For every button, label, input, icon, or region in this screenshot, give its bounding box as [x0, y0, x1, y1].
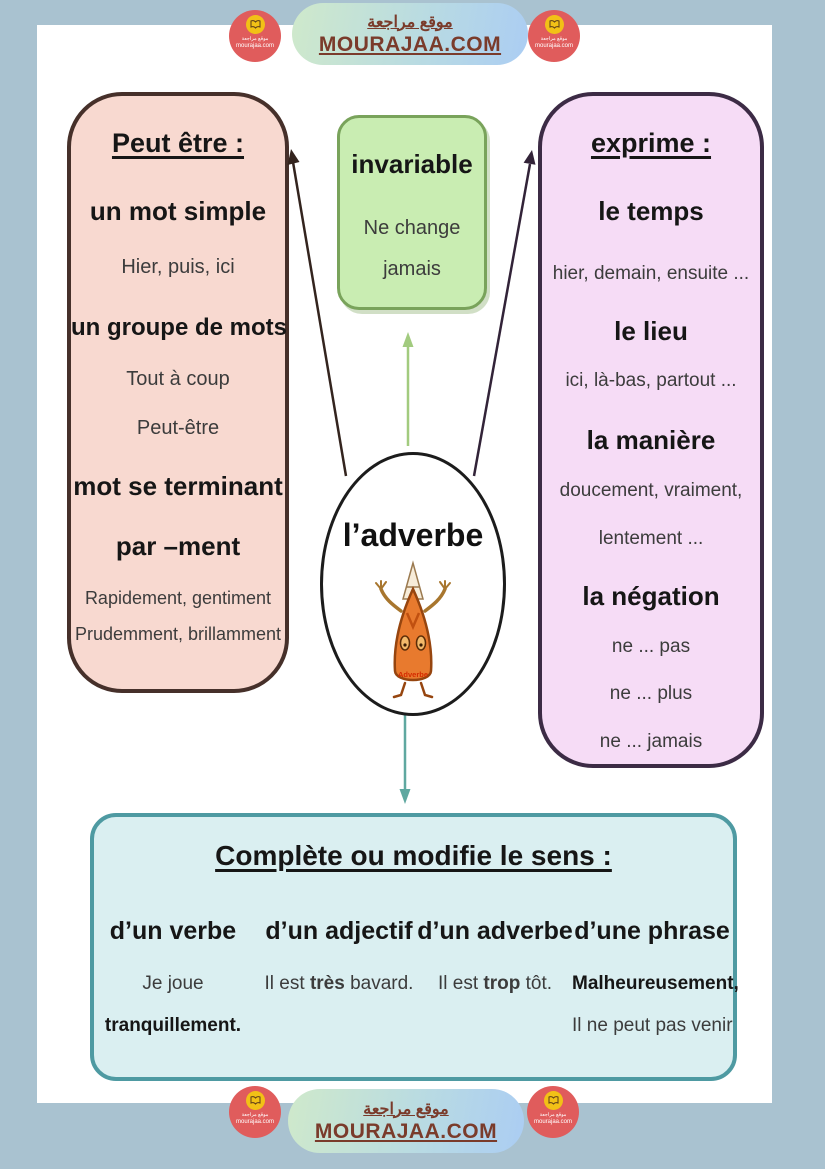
book-logo-icon: [545, 15, 564, 34]
badge-url-text: mourajaa.com: [533, 1118, 572, 1125]
header-site-name-arabic: موقع مراجعة: [367, 13, 453, 31]
column-adjectif: [254, 817, 424, 1077]
footer-site-name-arabic: موقع مراجعة: [363, 1100, 449, 1118]
column-verbe-example-line1: Je joue: [142, 973, 204, 994]
book-logo-icon: [544, 1091, 563, 1110]
column-adjectif-head: d’un adjectif: [265, 917, 413, 945]
exprime-example4c: ne ... jamais: [599, 731, 703, 752]
exprime-example3a: doucement, vraiment,: [559, 480, 743, 501]
column-adverbe-head: d’un adverbe: [417, 917, 573, 945]
column-phrase-head: d’une phrase: [574, 917, 730, 945]
column-verbe-head: d’un verbe: [109, 917, 237, 945]
book-logo-icon: [246, 1091, 265, 1110]
invariable-line2: jamais: [383, 258, 441, 280]
header-site-url-link[interactable]: MOURAJAA.COM: [318, 32, 502, 56]
mascot-label: Adverbe: [397, 670, 429, 679]
column-adverbe-example: Il est trop tôt.: [437, 973, 553, 994]
adverbe-node: [320, 452, 506, 716]
column-adverbe: [416, 817, 574, 1077]
invariable-line1: Ne change: [363, 217, 461, 239]
adverbe-mascot-icon: [371, 559, 455, 704]
peut-etre-item3-line1: mot se terminant: [73, 471, 283, 501]
peut-etre-example1: Hier, puis, ici: [121, 256, 235, 278]
badge-arabic-text: موقع مراجعة: [540, 36, 568, 42]
exprime-box: [538, 92, 764, 768]
complete-box: [90, 813, 737, 1081]
column-verbe-example-line2: tranquillement.: [104, 1015, 242, 1036]
column-adjectif-example: Il est très bavard.: [264, 973, 414, 994]
book-logo-icon: [246, 15, 265, 34]
peut-etre-item1: un mot simple: [89, 196, 267, 226]
badge-arabic-text: موقع مراجعة: [241, 36, 269, 42]
peut-etre-example2b: Peut-être: [136, 417, 220, 439]
exprime-example4b: ne ... plus: [609, 683, 693, 704]
badge-arabic-text: موقع مراجعة: [241, 1112, 269, 1118]
badge-url-text: mourajaa.com: [235, 1118, 274, 1125]
column-phrase: [572, 817, 739, 1077]
exprime-item3: la manière: [586, 425, 716, 455]
exprime-item4: la négation: [582, 581, 720, 611]
peut-etre-box: [67, 92, 289, 693]
column-verbe: [98, 817, 248, 1077]
exprime-title: exprime :: [590, 128, 712, 158]
peut-etre-example3b: Prudemment, brillamment: [74, 624, 282, 644]
peut-etre-example2a: Tout à coup: [126, 368, 230, 390]
peut-etre-item3-line2: par –ment: [115, 531, 241, 561]
invariable-box: [337, 115, 487, 310]
column-phrase-example-line1: Malheureusement,: [572, 973, 739, 994]
footer-site-url-link[interactable]: MOURAJAA.COM: [314, 1119, 498, 1143]
exprime-example4a: ne ... pas: [611, 636, 691, 657]
peut-etre-example3a: Rapidement, gentiment: [84, 588, 272, 608]
exprime-item1: le temps: [598, 196, 704, 226]
adverbe-title: l’adverbe: [342, 517, 484, 553]
footer-brand-pill: [288, 1089, 524, 1153]
header-brand-pill: [292, 3, 528, 65]
column-phrase-example-line2: Il ne peut pas venir: [572, 1015, 733, 1036]
exprime-example3b: lentement ...: [598, 528, 704, 549]
exprime-item2: le lieu: [614, 316, 688, 346]
header-right-logo-badge: [528, 10, 580, 62]
footer-right-logo-badge: [527, 1086, 579, 1138]
badge-url-text: mourajaa.com: [534, 42, 573, 49]
peut-etre-item2: un groupe de mots: [71, 314, 287, 341]
footer-left-logo-badge: [229, 1086, 281, 1138]
complete-title: Complète ou modifie le sens :: [215, 840, 612, 871]
exprime-example2: ici, là-bas, partout ...: [565, 370, 737, 391]
peut-etre-title: Peut être :: [111, 128, 245, 158]
exprime-example1: hier, demain, ensuite ...: [552, 263, 750, 284]
invariable-title: invariable: [351, 149, 473, 179]
header-left-logo-badge: [229, 10, 281, 62]
badge-arabic-text: موقع مراجعة: [539, 1112, 567, 1118]
badge-url-text: mourajaa.com: [235, 42, 274, 49]
